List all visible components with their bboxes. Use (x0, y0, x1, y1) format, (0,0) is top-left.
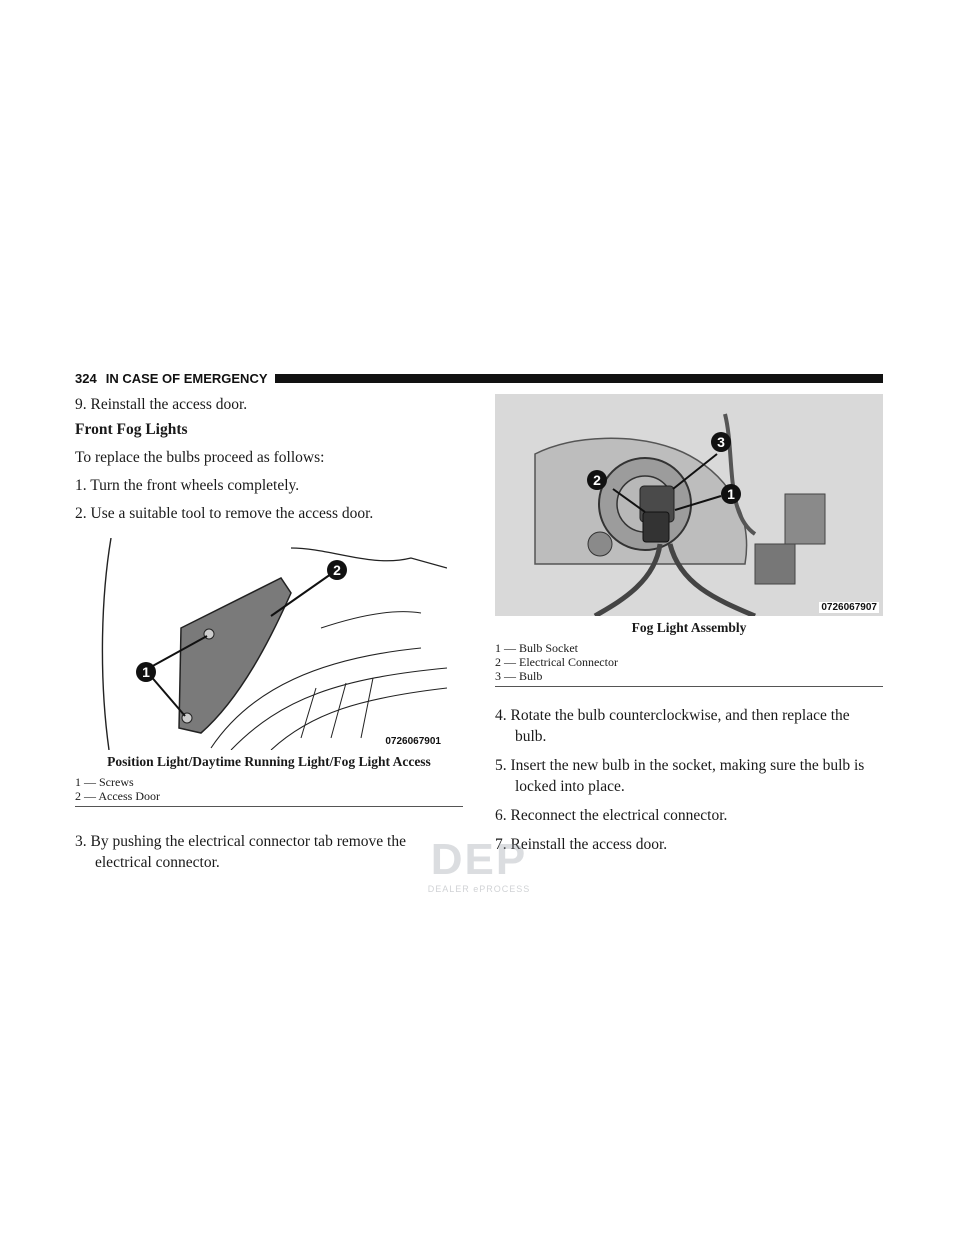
figure-image-fog (495, 394, 883, 616)
step-3: 3. By pushing the electrical connector tab remove the electrical connector. (75, 833, 406, 871)
figure-id: 0726067907 (821, 602, 877, 613)
watermark-logo: DEP (430, 835, 528, 884)
right-column (495, 394, 883, 855)
step-7: 7. Reinstall the access door. (495, 836, 668, 853)
figure-fog-light-assembly (495, 394, 883, 687)
step-5: 5. Insert the new bulb in the socket, making sure the bulb is locked into place. (495, 757, 865, 795)
figure-access-door (75, 538, 463, 807)
header-rule (275, 374, 884, 383)
legend-item: 2 — Access Door (75, 789, 160, 803)
legend-item: 2 — Electrical Connector (495, 655, 618, 669)
callout-2: 2 (587, 470, 607, 490)
step-2: 2. Use a suitable tool to remove the access door. (75, 505, 374, 522)
left-column (75, 394, 463, 873)
callout-3: 3 (711, 432, 731, 452)
figure-caption: Fog Light Assembly (631, 620, 747, 635)
fog-light-assembly-illustration (495, 394, 883, 616)
watermark-subtitle: DEALER ePROCESS (427, 884, 531, 894)
step-6: 6. Reconnect the electrical connector. (495, 807, 728, 824)
legend-item: 3 — Bulb (495, 669, 543, 683)
section-heading-front-fog-lights: Front Fog Lights (75, 421, 188, 438)
step-1: 1. Turn the front wheels completely. (75, 477, 300, 494)
legend-item: 1 — Bulb Socket (495, 641, 578, 655)
page-header (75, 370, 883, 386)
callout-1: 1 (136, 662, 156, 682)
figure-legend (495, 641, 883, 687)
figure-caption: Position Light/Daytime Running Light/Fog Light Access (107, 754, 431, 769)
figure-legend (75, 775, 463, 807)
legend-item: 1 — Screws (75, 775, 134, 789)
figure-image-access (91, 538, 447, 750)
callout-1: 1 (721, 484, 741, 504)
step-4: 4. Rotate the bulb counterclockwise, and then replace the bulb. (495, 707, 850, 745)
figure-id: 0726067901 (385, 736, 441, 747)
intro-text: To replace the bulbs proceed as follows: (75, 449, 325, 466)
callout-2: 2 (327, 560, 347, 580)
step-9: 9. Reinstall the access door. (75, 396, 248, 413)
section-title: IN CASE OF EMERGENCY (105, 370, 268, 386)
access-door-illustration (91, 538, 447, 750)
page-number: 324 (75, 370, 97, 386)
dealer-eprocess-watermark (416, 835, 542, 896)
